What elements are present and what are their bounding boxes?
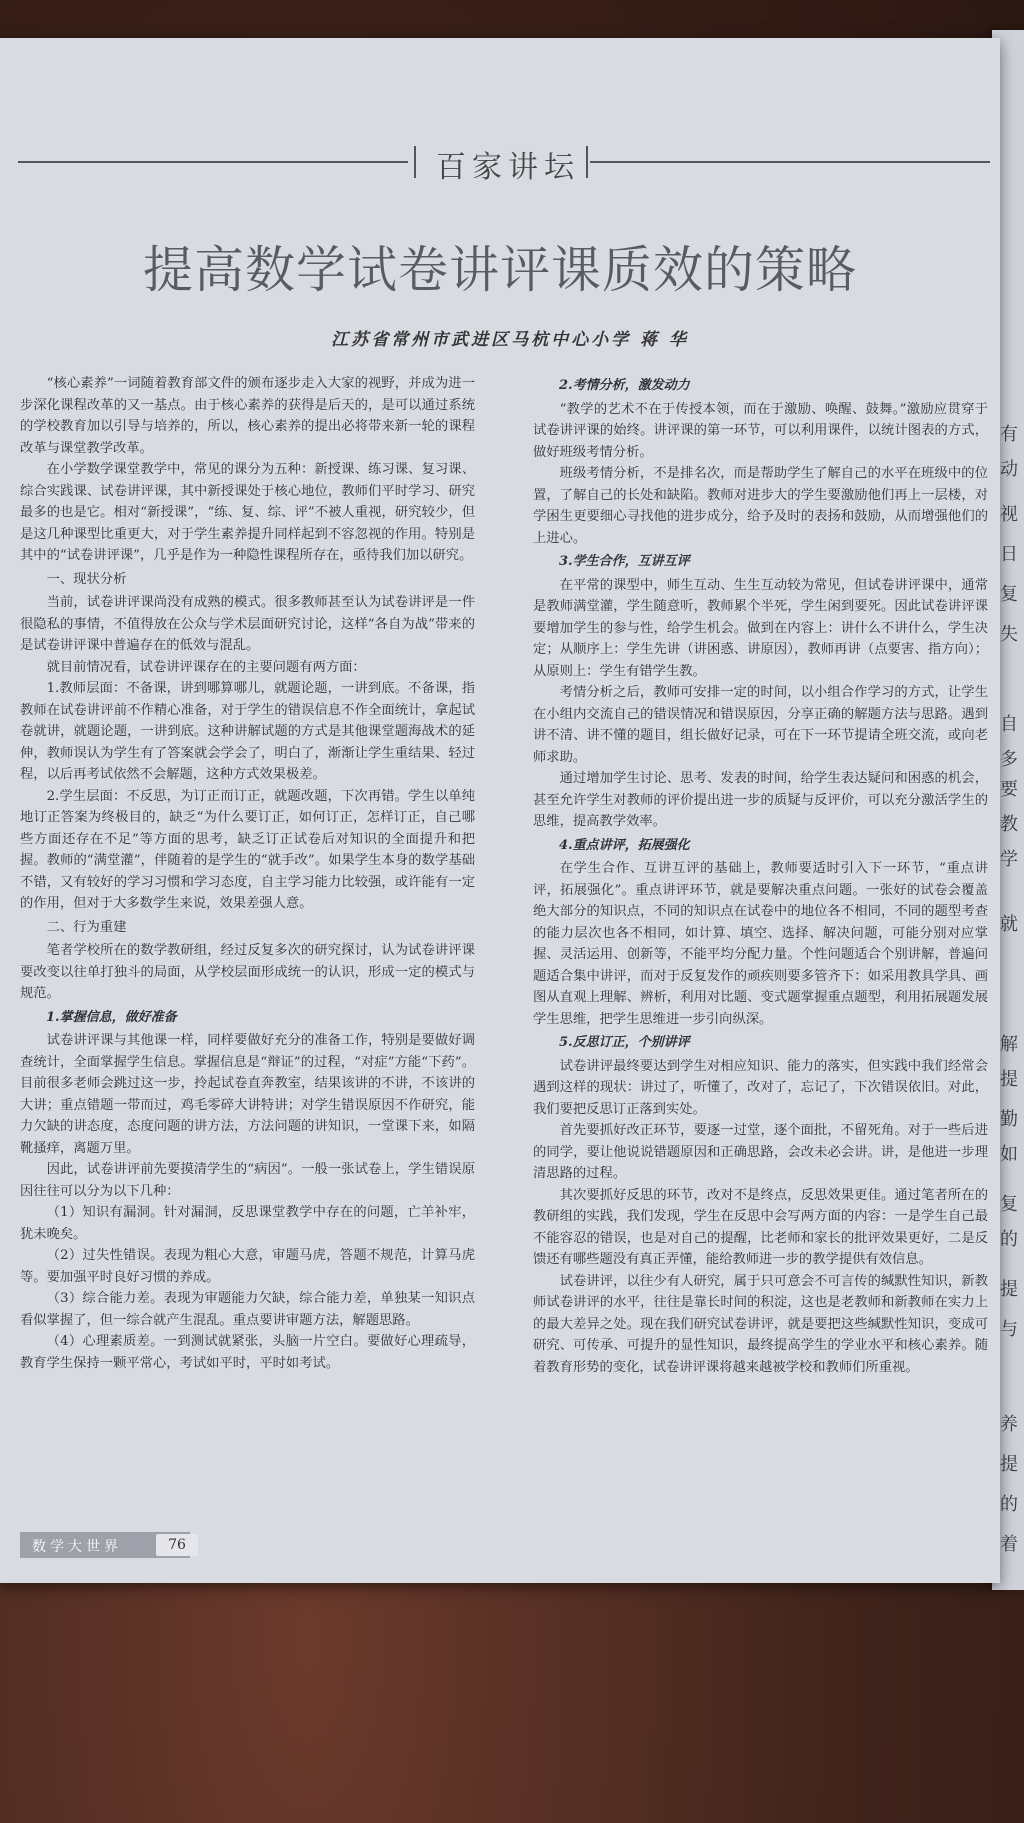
paragraph: 在小学数学课堂教学中，常见的课分为五种：新授课、练习课、复习课、综合实践课、试卷讲评课，其中新授课处于核心地位，教师们平时学习、研究最多的也是它。相对“新授课”，“练、复、综、评”不被人重视，研究较少，但是这几种课型比重更大，对于学生素养提升同样起到不容忽视的作用。特别是其中的“试卷讲评课”，几乎是作为一种隐性课程所存在，亟待我们加以研究。 xyxy=(20,462,475,563)
paragraph: （4）心理素质差。一到测试就紧张，头脑一片空白。要做好心理疏导，教育学生保持一颗平常心，考试如平时，平时如考试。 xyxy=(20,1334,475,1371)
paragraph: 试卷讲评，以往少有人研究，属于只可意会不可言传的缄默性知识，新教师试卷讲评的水平，往往是靠长时间的积淀，这也是老教师和新教师在实力上的最大差异之处。现在我们研究试卷讲评，就是要把这些缄默性知识，变成可研究、可传承、可提升的显性知识，最终提高学生的学业水平和核心素养。随着教育形势的变化，试卷讲评课将越来越被学校和教师们所重视。 xyxy=(533,1273,988,1375)
next-page-fragment: 提 xyxy=(1000,1279,1018,1300)
magazine-page xyxy=(0,38,1000,1583)
header-bar-left xyxy=(414,146,416,178)
paragraph: 就目前情况看，试卷讲评课存在的主要问题有两方面： xyxy=(46,659,366,675)
section-heading: 5.反思订正，个别讲评 xyxy=(559,1035,690,1050)
paragraph: 试卷讲评课与其他课一样，同样要做好充分的准备工作，特别是要做好调查统计，全面掌握学生信息。掌握信息是“辩证”的过程，“对症”方能“下药”。目前很多老师会跳过这一步，拎起试卷直奔教室，结果该讲的不讲，不该讲的大讲；重点错题一带而过，鸡毛零碎大讲特讲；对学生错误原因不作研究，能力欠缺的讲态度，态度问题的讲方法，方法问题的讲知识，一堂课下来，如隔靴搔痒，离题万里。 xyxy=(20,1033,475,1156)
next-page-fragment: 有 xyxy=(1000,424,1018,445)
paragraph: 班级考情分析，不是排名次，而是帮助学生了解自己的水平在班级中的位置，了解自己的长处和缺陷。教师对进步大的学生要激励他们再上一层楼，对学困生更要细心寻找他的进步成分，给予及时的表扬和鼓励，从而增强他们的上进心。 xyxy=(533,466,988,546)
next-page-fragment: 解 xyxy=(1000,1034,1018,1055)
article-title: 提高数学试卷讲评课质效的策略 xyxy=(143,241,857,299)
paragraph: “教学的艺术不在于传授本领，而在于激励、唤醒、鼓舞。”激励应贯穿于试卷讲评课的始终。讲评课的第一环节，可以利用课件，以统计图表的方式，做好班级考情分析。 xyxy=(533,401,988,460)
left-column xyxy=(20,373,475,1374)
paragraph: 2.学生层面：不反思，为订正而订正，就题改题，下次再错。学生以单纯地订正答案为终极目的，缺乏“为什么要订正，如何订正，怎样订正，自己哪些方面还存在不足”等方面的思考，缺乏订正试卷后对知识的全面提升和把握。教师的“满堂灌”，伴随着的是学生的“就手改”。如果学生本身的数学基础不错，又有较好的学习习惯和学习态度，自主学习能力比较强，或许能有一定的作用，但对于大多数学生来说，效果差强人意。 xyxy=(20,788,475,911)
paragraph: 在平常的课型中，师生互动、生生互动较为常见，但试卷讲评课中，通常是教师满堂灌，学生随意听，教师累个半死，学生闲到要死。因此试卷讲评课要增加学生的参与性，给学生机会。做到在内容上：讲什么不讲什么，学生决定；从顺序上：学生先讲（讲困惑、讲原因），教师再讲（点要害、指方向）；从原则上：学生有错学生教。 xyxy=(533,577,988,679)
next-page-fragment: 日 xyxy=(1000,544,1018,565)
next-page-fragment: 自 xyxy=(1000,714,1018,735)
section-heading: 2.考情分析，激发动力 xyxy=(559,378,690,393)
section-label: 百家讲坛 xyxy=(436,150,580,185)
header-rule-left xyxy=(18,161,408,163)
next-page-fragment: 复 xyxy=(1000,584,1018,605)
page-number: 76 xyxy=(156,1534,198,1556)
section-heading: 1.掌握信息，做好准备 xyxy=(46,1009,177,1025)
author-byline: 江苏省常州市武进区马杭中心小学 蒋 华 xyxy=(331,330,689,350)
right-column xyxy=(533,373,988,1378)
section-heading: 3.学生合作，互讲互评 xyxy=(559,554,690,569)
next-page-fragment: 多 xyxy=(1000,749,1018,770)
paragraph: “核心素养”一词随着教育部文件的颁布逐步走入大家的视野，并成为进一步深化课程改革的又一基点。由于核心素养的获得是后天的，是可以通过系统的学校教育加以引导与培养的，所以，核心素养的提出必将带来新一轮的课程改革与课堂教学改革。 xyxy=(20,376,475,456)
paragraph: 在学生合作、互讲互评的基础上，教师要适时引入下一环节，“重点讲评，拓展强化”。重点讲评环节，就是要解决重点问题。一张好的试卷会覆盖绝大部分的知识点，不同的知识点在试卷中的地位各不相同，不同的题型考查的能力层次也各不相同，如计算、填空、选择、解决问题，可能分别对应掌握、灵活运用、创新等，不能平均分配力量。个性问题适合个别讲解，普遍问题适合集中讲评，而对于反复发作的顽疾则要多管齐下：如采用教具学具、画图从直观上理解、辨析，利用对比题、变式题掌握重点题型，利用拓展题发展学生思维，把学生思维进一步引向纵深。 xyxy=(533,861,988,1027)
journal-name: 数学大世界 xyxy=(32,1539,122,1555)
next-page-fragment: 提 xyxy=(1000,1454,1018,1475)
next-page-fragment: 与 xyxy=(1000,1319,1018,1340)
section-heading: 一、现状分析 xyxy=(46,571,127,587)
paragraph: 通过增加学生讨论、思考、发表的时间，给学生表达疑问和困惑的机会，甚至允许学生对教师的评价提出进一步的质疑与反评价，可以充分激活学生的思维，提高教学效率。 xyxy=(533,771,988,829)
next-page-fragment: 动 xyxy=(1000,459,1018,480)
next-page-fragment: 提 xyxy=(1000,1069,1018,1090)
next-page-fragment: 的 xyxy=(1000,1494,1018,1515)
paragraph: 试卷讲评最终要达到学生对相应知识、能力的落实，但实践中我们经常会遇到这样的现状：讲过了，听懂了，改对了，忘记了，下次错误依旧。对此，我们要把反思订正落到实处。 xyxy=(533,1058,988,1117)
paragraph: 1.教师层面：不备课，讲到哪算哪儿，就题论题，一讲到底。不备课，指教师在试卷讲评前不作精心准备，对于学生的错误信息不作全面统计，拿起试卷就讲，就题论题，一讲到底。这种讲解试题的方式是其他课堂题海战术的延伸，教师误认为学生有了答案就会学会了，明白了，渐渐让学生重结果、轻过程，以后再考试依然不会解题，这种方式效果极差。 xyxy=(20,681,475,782)
next-page-fragment: 勤 xyxy=(1000,1109,1018,1130)
next-page-fragment: 视 xyxy=(1000,504,1018,525)
next-page-fragment: 复 xyxy=(1000,1194,1018,1215)
next-page-fragment: 教 xyxy=(1000,814,1018,835)
next-page-fragment: 就 xyxy=(1000,914,1018,935)
section-heading: 4.重点讲评，拓展强化 xyxy=(559,837,690,853)
next-page-fragment: 要 xyxy=(1000,779,1018,800)
section-heading: 二、行为重建 xyxy=(46,919,127,935)
section-header xyxy=(18,142,978,185)
next-page-fragment: 如 xyxy=(1000,1144,1018,1165)
page-footer xyxy=(20,1532,190,1558)
paragraph: 考情分析之后，教师可安排一定的时间，以小组合作学习的方式，让学生在小组内交流自己的错误情况和错误原因，分享正确的解题方法与思路。遇到讲不清、讲不懂的题目，组长做好记录，可在下一环节提请全班交流，或向老师求助。 xyxy=(533,685,988,765)
paragraph: （3）综合能力差。表现为审题能力欠缺，综合能力差，单独某一知识点看似掌握了，但一综合就产生混乱。重点要讲审题方法，解题思路。 xyxy=(20,1291,475,1328)
next-page-fragment: 着 xyxy=(1000,1534,1018,1555)
header-rule-right xyxy=(590,161,990,163)
paragraph: 笔者学校所在的数学教研组，经过反复多次的研究探讨，认为试卷讲评课要改变以往单打独斗的局面，从学校层面形成统一的认识，形成一定的模式与规范。 xyxy=(20,943,475,1001)
paragraph: 当前，试卷讲评课尚没有成熟的模式。很多教师甚至认为试卷讲评是一件很隐私的事情，不值得放在公众与学术层面研究讨论，这样“各自为战”带来的是试卷讲评课中普遍存在的低效与混乱。 xyxy=(20,595,475,653)
paragraph: 其次要抓好反思的环节，改对不是终点，反思效果更佳。通过笔者所在的教研组的实践，我们发现，学生在反思中会写两方面的内容：一是学生自己最不能容忍的错误，也是对自己的提醒，比老师和家长的批评效果更好，二是反馈还有哪些题没有真正弄懂，能给教师进一步的教学提供有效信息。 xyxy=(533,1187,988,1267)
paragraph: （1）知识有漏洞。针对漏洞，反思课堂教学中存在的问题，亡羊补牢，犹未晚矣。 xyxy=(20,1205,475,1242)
next-page-fragment: 失 xyxy=(1000,624,1018,645)
header-bar-right xyxy=(586,146,588,178)
next-page-fragment: 的 xyxy=(1000,1229,1018,1250)
paragraph: 首先要抓好改正环节，要逐一过堂，逐个面批，不留死角。对于一些后进的同学，要让他说说错题原因和正确思路，会改未必会讲。讲，是他进一步理清思路的过程。 xyxy=(533,1123,988,1181)
paragraph: （2）过失性错误。表现为粗心大意，审题马虎，答题不规范，计算马虎等。要加强平时良好习惯的养成。 xyxy=(20,1248,475,1285)
next-page-fragment: 学 xyxy=(1000,849,1018,870)
next-page-fragment: 养 xyxy=(1000,1414,1018,1435)
paragraph: 因此，试卷讲评前先要摸清学生的“病因”。一般一张试卷上，学生错误原因往往可以分为以下几种： xyxy=(20,1162,475,1199)
